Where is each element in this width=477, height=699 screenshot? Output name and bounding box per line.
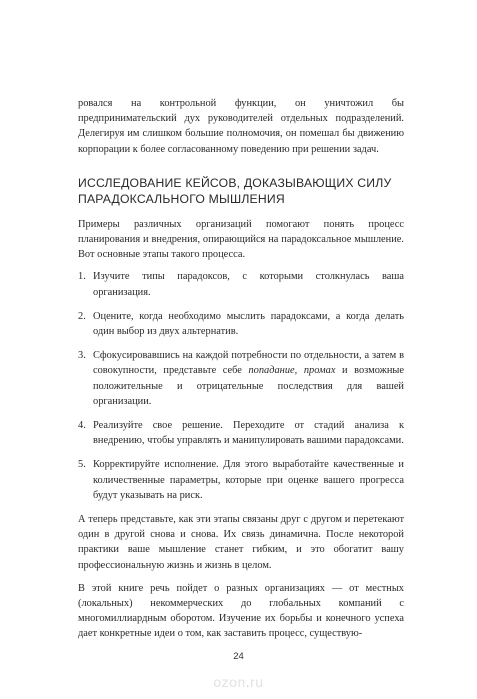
list-item-text	[93, 348, 404, 409]
list-item-number: 5.	[78, 459, 86, 471]
list-item	[78, 348, 404, 409]
list-item	[78, 457, 404, 503]
watermark-logo	[0, 674, 477, 690]
list-item	[78, 309, 404, 339]
list-item-text: Корректируйте исполнение. Для этого выработайте качественные и количественные параметры, которые при оценке вашего прогресса будут указывать на риск.	[93, 459, 404, 501]
list-item-text-start: Сфокусировавшись на каждой потребности по отдельности, а затем в совокупности, представьте себе	[93, 350, 404, 377]
intro-paragraph: ровался на контрольной функции, он уничтожил бы предпринимательский дух руководителей отдельных подразделений. Делегируя им слишком большие полномочия, он помешал бы движению корпорации к более согласованному поведению при решении задач.	[78, 98, 404, 155]
paragraph-after-list: А теперь представьте, как эти этапы связаны друг с другом и перетекают один в другой снова и снова. Их связь динамична. После некоторой практики ваше мышление станет гибким, и это обогатит вашу профессиональную жизнь и жизнь в целом.	[78, 514, 404, 571]
list-item-number: 1.	[78, 271, 86, 283]
list-item-text: Изучите типы парадоксов, с которыми столкнулась ваша организация.	[93, 271, 404, 298]
watermark-dot: .	[245, 674, 251, 690]
list-item	[78, 418, 404, 448]
list-item-number: 4.	[78, 420, 86, 432]
section-heading: ИССЛЕДОВАНИЕ КЕЙСОВ, ДОКАЗЫВАЮЩИХ СИЛУ ПАРАДОКСАЛЬНОГО МЫШЛЕНИЯ	[78, 175, 392, 206]
list-item-number: 2.	[78, 310, 86, 322]
list-item-text: Реализуйте свое решение. Переходите от стадий анализа к внедрению, чтобы управлять и манипулировать вашими парадоксами.	[93, 420, 404, 447]
watermark-left: ozon	[213, 674, 246, 690]
list-item-emphasis: попадание, промах	[248, 365, 336, 377]
list-item	[78, 269, 404, 299]
watermark-right: ru	[250, 674, 264, 690]
steps-list	[78, 269, 404, 503]
closing-paragraph: В этой книге речь пойдет о разных организациях — от местных (локальных) некоммерческих до глобальных компаний с многомиллиардным оборотом. Изучение их борьбы и конечного успеха дает конкретные идеи о том, как заставить процесс, существую-	[78, 582, 404, 640]
list-item-text: Оцените, когда необходимо мыслить парадоксами, а когда делать один выбор из двух альтернатив.	[93, 310, 404, 338]
page-content	[78, 96, 404, 642]
list-item-text-end: и возможные положительные и отрицательные последствия для вашей организации.	[93, 365, 404, 407]
page-number: 24	[233, 651, 244, 662]
lead-paragraph: Примеры различных организаций помогают понять процесс планирования и внедрения, опирающийся на парадоксальное мышление. Вот основные этапы такого процесса.	[78, 218, 404, 261]
list-item-number: 3.	[78, 350, 86, 362]
